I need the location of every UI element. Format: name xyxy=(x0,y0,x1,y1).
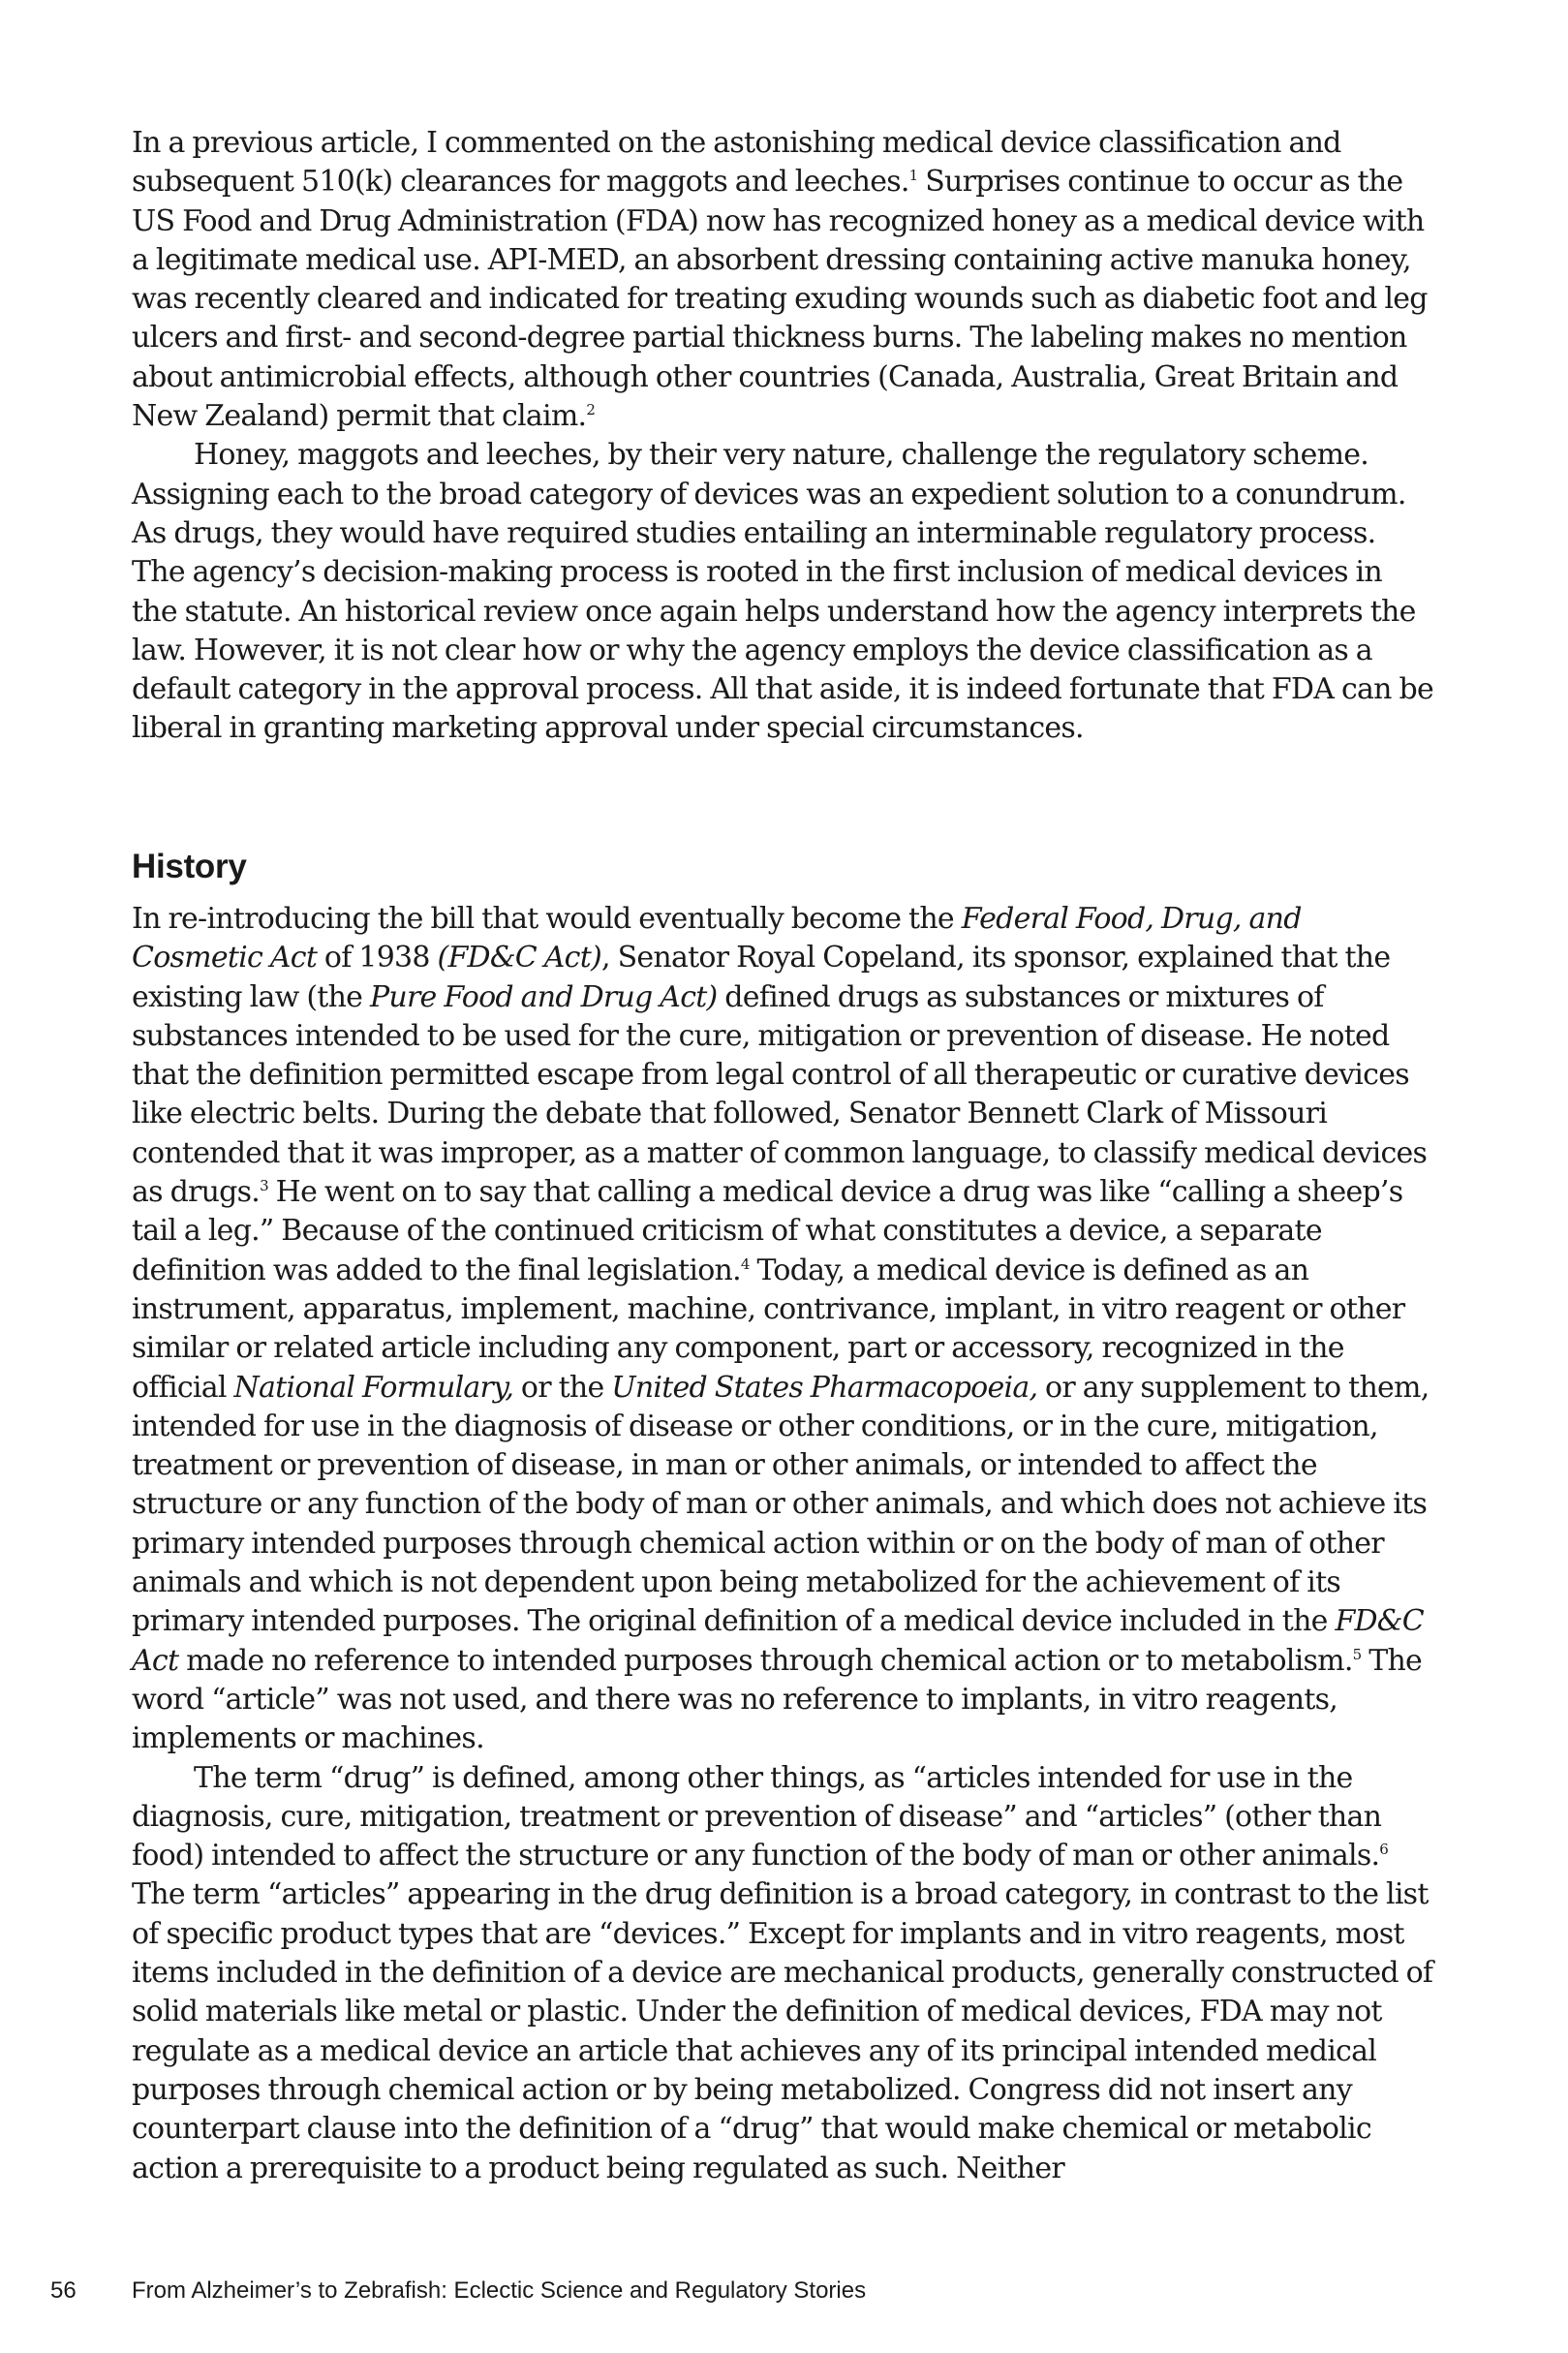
text-run: In a previous article, I commented on the astonishing medical device classification and subsequent 510(k) clearances for maggots and leeches. xyxy=(132,126,1341,200)
history-paragraph-2 xyxy=(132,1759,1433,2188)
footnote-marker: 4 xyxy=(740,1254,750,1273)
page-number: 56 xyxy=(50,2277,77,2304)
italic-title: Federal Food, Drug, and Cosmetic Act xyxy=(132,902,1302,975)
footnote-marker: 6 xyxy=(1379,1841,1389,1859)
italic-title: National Formulary, xyxy=(233,1370,514,1405)
italic-title: Pure Food and Drug Act) xyxy=(369,979,718,1014)
history-paragraph-1 xyxy=(132,900,1433,1759)
italic-title: FD&C Act xyxy=(132,1604,1424,1678)
intro-section xyxy=(132,124,1433,749)
text-run: Honey, maggots and leeches, by their very nature, challenge the regulatory scheme. Assigning each to the broad category of devices was an expedient solution to a conundrum. As drugs, they would have required studies entailing an interminable regulatory process. The agency’s decision-making process is rooted in the first inclusion of medical devices in the statute. An historical review once again helps understand how the agency interprets the law. However, it is not clear how or why the agency employs the device classification as a default category in the approval process. All that aside, it is indeed fortunate that FDA can be liberal in granting marketing approval under special circumstances. xyxy=(132,438,1433,746)
text-run: Today, a medical device is defined as an instrument, apparatus, implement, machine, contrivance, implant, in vitro reagent or other similar or related article including any component, part or accessory, recognized in the official xyxy=(132,1253,1405,1405)
text-run: defined drugs as substances or mixtures of substances intended to be used for the cure, mitigation or prevention of disease. He noted that the definition permitted escape from legal control of all therapeutic or curative devices like electric belts. During the debate that followed, Senator Bennett Clark of Missouri contended that it was improper, as a matter of common language, to classify medical devices as drugs. xyxy=(132,979,1428,1210)
intro-paragraph-1 xyxy=(132,124,1433,436)
text-run: The term “drug” is defined, among other things, as “articles intended for use in the diagnosis, cure, mitigation, treatment or prevention of disease” and “articles” (other than food) intended to affect the structure or any function of the body of man or other animals. xyxy=(132,1760,1382,1873)
text-run: In re-introducing the bill that would eventually become the xyxy=(132,902,962,936)
text-run: He went on to say that calling a medical device a drug was like “calling a sheep’s tail a leg.” Because of the continued criticism of what constitutes a device, a separate definition was added to the final legislation. xyxy=(132,1175,1403,1287)
italic-title: (FD&C Act) xyxy=(437,941,601,975)
footnote-marker: 2 xyxy=(586,401,596,419)
text-run: Surprises continue to occur as the US Food and Drug Administration (FDA) now has recognized honey as a medical device with a legitimate medical use. API-MED, an absorbent dressing containing active manuka honey, was recently cleared and indicated for treating exuding wounds such as diabetic foot and leg ulcers and first- and second-degree partial thickness burns. The labeling makes no mention about antimicrobial effects, although other countries (Canada, Australia, Great Britain and New Zealand) permit that claim. xyxy=(132,165,1428,434)
history-section xyxy=(132,900,1433,2188)
running-footer-title: From Alzheimer’s to Zebrafish: Eclectic Science and Regulatory Stories xyxy=(132,2277,867,2304)
section-heading-history: History xyxy=(132,848,247,885)
text-run: The word “article” was not used, and there was no reference to implants, in vitro reagents, implements or machines. xyxy=(132,1643,1423,1756)
italic-title: United States Pharmacopoeia, xyxy=(611,1370,1038,1405)
text-run: or any supplement to them, intended for use in the diagnosis of disease or other conditions, or in the cure, mitigation, treatment or prevention of disease, in man or other animals, or intended to affect the structure or any function of the body of man or other animals, and which does not achieve its primary intended purposes through chemical action within or on the body of man of other animals and which is not dependent upon being metabolized for the achievement of its primary intended purposes. The original definition of a medical device included in the xyxy=(132,1370,1430,1639)
text-run: or the xyxy=(513,1370,612,1405)
intro-paragraph-2 xyxy=(132,436,1433,748)
text-run: of 1938 xyxy=(317,941,438,975)
footnote-marker: 5 xyxy=(1352,1645,1362,1663)
text-run: , Senator Royal Copeland, its sponsor, explained that the existing law (the xyxy=(132,941,1391,1014)
text-run: made no reference to intended purposes through chemical action or to metabolism. xyxy=(178,1643,1353,1678)
footnote-marker: 3 xyxy=(260,1177,268,1195)
footnote-marker: 1 xyxy=(908,167,918,185)
text-run: The term “articles” appearing in the drug definition is a broad category, in contrast to the list of specific product types that are “devices.” Except for implants and in vitro reagents, most items included in the definition of a device are mechanical products, generally constructed of solid materials like metal or plastic. Under the definition of medical devices, FDA may not regulate as a medical device an article that achieves any of its principal intended medical purposes through chemical action or by being metabolized. Congress did not insert any counterpart clause into the definition of a “drug” that would make chemical or metabolic action a prerequisite to a product being regulated as such. Neither xyxy=(132,1877,1433,2185)
